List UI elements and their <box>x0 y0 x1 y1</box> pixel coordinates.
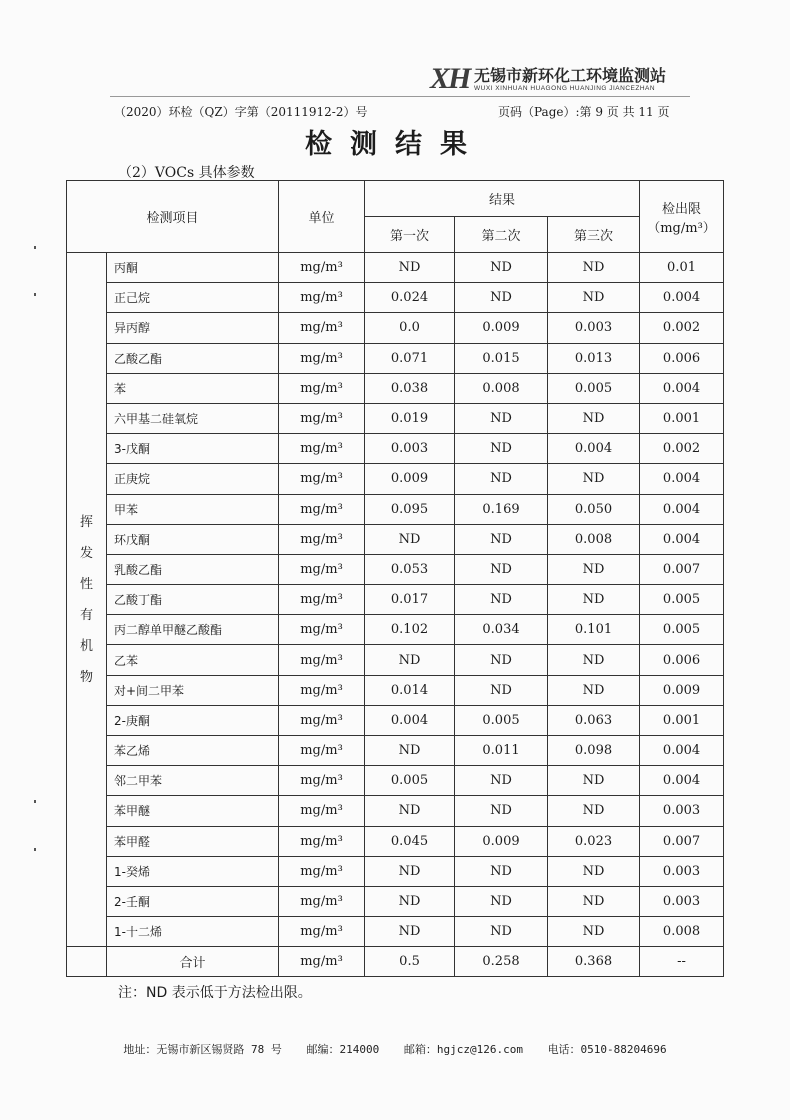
unit-cell: mg/m³ <box>279 283 365 313</box>
unit-cell: mg/m³ <box>279 917 365 947</box>
item-name: 苯甲醚 <box>107 796 279 826</box>
item-name: 乙苯 <box>107 645 279 675</box>
run-1-cell: 0.009 <box>365 464 455 494</box>
category-char: 性 <box>79 576 93 592</box>
limit-cell: 0.003 <box>640 796 724 826</box>
unit-cell: mg/m³ <box>279 253 365 283</box>
run-2-cell: 0.169 <box>455 494 548 524</box>
header-limit-label: 检出限 <box>662 201 702 217</box>
header-divider <box>110 96 690 97</box>
table-row <box>67 736 724 766</box>
run-1-cell: 0.005 <box>365 766 455 796</box>
limit-cell: 0.002 <box>640 313 724 343</box>
table-row <box>67 796 724 826</box>
run-1-cell: ND <box>365 796 455 826</box>
table-row <box>67 343 724 373</box>
item-name: 对+间二甲苯 <box>107 675 279 705</box>
run-3-cell: ND <box>548 886 640 916</box>
table-row <box>67 856 724 886</box>
document-number: （2020）环检（QZ）字第（20111912-2）号 <box>114 105 368 119</box>
unit-cell: mg/m³ <box>279 373 365 403</box>
unit-cell: mg/m³ <box>279 313 365 343</box>
category-char: 物 <box>79 669 93 685</box>
run-3-cell: 0.003 <box>548 313 640 343</box>
run-2-cell: 0.008 <box>455 373 548 403</box>
run-2-cell: 0.011 <box>455 736 548 766</box>
unit-cell: mg/m³ <box>279 736 365 766</box>
limit-cell: 0.004 <box>640 736 724 766</box>
unit-cell: mg/m³ <box>279 645 365 675</box>
run-3-cell: ND <box>548 283 640 313</box>
limit-cell: 0.008 <box>640 917 724 947</box>
run-2-cell: ND <box>455 434 548 464</box>
run-3-cell: ND <box>548 585 640 615</box>
run-1-cell: 0.014 <box>365 675 455 705</box>
limit-cell: 0.001 <box>640 403 724 433</box>
unit-cell: mg/m³ <box>279 615 365 645</box>
unit-cell: mg/m³ <box>279 856 365 886</box>
run-1-cell: 0.024 <box>365 283 455 313</box>
header-item: 检测项目 <box>67 181 279 253</box>
total-limit: -- <box>640 947 724 977</box>
run-3-cell: ND <box>548 675 640 705</box>
item-name: 2-庚酮 <box>107 705 279 735</box>
limit-cell: 0.006 <box>640 645 724 675</box>
limit-cell: 0.004 <box>640 373 724 403</box>
run-1-cell: ND <box>365 736 455 766</box>
table-row <box>67 917 724 947</box>
run-3-cell: 0.008 <box>548 524 640 554</box>
unit-cell: mg/m³ <box>279 554 365 584</box>
run-2-cell: ND <box>455 766 548 796</box>
run-2-cell: ND <box>455 886 548 916</box>
table-row <box>67 373 724 403</box>
run-1-cell: ND <box>365 645 455 675</box>
total-label: 合计 <box>107 947 279 977</box>
run-1-cell: 0.053 <box>365 554 455 584</box>
run-1-cell: 0.0 <box>365 313 455 343</box>
unit-cell: mg/m³ <box>279 705 365 735</box>
unit-cell: mg/m³ <box>279 826 365 856</box>
run-3-cell: ND <box>548 645 640 675</box>
run-2-cell: ND <box>455 253 548 283</box>
unit-cell: mg/m³ <box>279 464 365 494</box>
run-3-cell: ND <box>548 464 640 494</box>
footer-postcode: 邮编：214000 <box>306 1043 380 1056</box>
run-3-cell: 0.023 <box>548 826 640 856</box>
table-row <box>67 494 724 524</box>
item-name: 苯乙烯 <box>107 736 279 766</box>
run-3-cell: 0.004 <box>548 434 640 464</box>
run-2-cell: 0.005 <box>455 705 548 735</box>
scan-speck <box>34 293 36 296</box>
item-name: 异丙醇 <box>107 313 279 343</box>
item-name: 正己烷 <box>107 283 279 313</box>
run-2-cell: ND <box>455 585 548 615</box>
table-row <box>67 283 724 313</box>
scan-speck <box>34 246 36 249</box>
run-2-cell: 0.009 <box>455 826 548 856</box>
run-2-cell: ND <box>455 856 548 886</box>
limit-cell: 0.004 <box>640 766 724 796</box>
results-body <box>67 253 724 947</box>
total-run-2: 0.258 <box>455 947 548 977</box>
footer-phone: 电话：0510-88204696 <box>547 1043 667 1056</box>
limit-cell: 0.003 <box>640 886 724 916</box>
section-label: （2）VOCs 具体参数 <box>118 165 255 181</box>
item-name: 丙二醇单甲醚乙酸酯 <box>107 615 279 645</box>
unit-cell: mg/m³ <box>279 585 365 615</box>
run-2-cell: ND <box>455 554 548 584</box>
unit-cell: mg/m³ <box>279 403 365 433</box>
item-name: 苯甲醛 <box>107 826 279 856</box>
run-1-cell: ND <box>365 917 455 947</box>
limit-cell: 0.003 <box>640 856 724 886</box>
total-blank-cell <box>67 947 107 977</box>
scan-speck <box>34 848 36 851</box>
footer-address: 地址：无锡市新区锡贤路 78 号 <box>123 1043 282 1056</box>
header-run-2: 第二次 <box>455 217 548 253</box>
item-name: 邻二甲苯 <box>107 766 279 796</box>
table-row <box>67 313 724 343</box>
scan-speck <box>34 800 36 803</box>
run-3-cell: ND <box>548 403 640 433</box>
company-name-cn: 无锡市新环化工环境监测站 <box>474 66 667 85</box>
header-run-3: 第三次 <box>548 217 640 253</box>
run-1-cell: ND <box>365 524 455 554</box>
unit-cell: mg/m³ <box>279 434 365 464</box>
header-limit-unit: （mg/m³） <box>647 220 716 236</box>
limit-cell: 0.004 <box>640 524 724 554</box>
total-unit: mg/m³ <box>279 947 365 977</box>
table-row <box>67 464 724 494</box>
table-row <box>67 705 724 735</box>
run-3-cell: ND <box>548 253 640 283</box>
item-name: 甲苯 <box>107 494 279 524</box>
unit-cell: mg/m³ <box>279 886 365 916</box>
total-run-1: 0.5 <box>365 947 455 977</box>
limit-cell: 0.004 <box>640 494 724 524</box>
category-char: 发 <box>79 545 93 561</box>
table-row <box>67 766 724 796</box>
run-3-cell: ND <box>548 554 640 584</box>
run-1-cell: 0.102 <box>365 615 455 645</box>
item-name: 2-壬酮 <box>107 886 279 916</box>
limit-cell: 0.001 <box>640 705 724 735</box>
limit-cell: 0.007 <box>640 826 724 856</box>
footnote: 注：ND 表示低于方法检出限。 <box>118 985 312 1001</box>
run-3-cell: 0.098 <box>548 736 640 766</box>
header-unit: 单位 <box>279 181 365 253</box>
item-name: 六甲基二硅氧烷 <box>107 403 279 433</box>
item-name: 正庚烷 <box>107 464 279 494</box>
limit-cell: 0.004 <box>640 283 724 313</box>
table-row <box>67 585 724 615</box>
item-name: 苯 <box>107 373 279 403</box>
run-3-cell: ND <box>548 766 640 796</box>
table-row <box>67 434 724 464</box>
run-2-cell: 0.009 <box>455 313 548 343</box>
page-title: 检测结果 <box>305 129 485 160</box>
item-name: 乙酸乙酯 <box>107 343 279 373</box>
item-name: 1-十二烯 <box>107 917 279 947</box>
total-run-3: 0.368 <box>548 947 640 977</box>
footer-email: 邮箱：hgjcz@126.com <box>403 1043 523 1056</box>
unit-cell: mg/m³ <box>279 766 365 796</box>
limit-cell: 0.005 <box>640 585 724 615</box>
unit-cell: mg/m³ <box>279 524 365 554</box>
run-3-cell: ND <box>548 856 640 886</box>
table-row <box>67 675 724 705</box>
page-footer <box>0 1041 790 1057</box>
run-3-cell: 0.050 <box>548 494 640 524</box>
item-name: 乳酸乙酯 <box>107 554 279 584</box>
run-2-cell: 0.015 <box>455 343 548 373</box>
run-1-cell: ND <box>365 886 455 916</box>
header-run-1: 第一次 <box>365 217 455 253</box>
unit-cell: mg/m³ <box>279 675 365 705</box>
run-2-cell: ND <box>455 524 548 554</box>
run-3-cell: ND <box>548 796 640 826</box>
table-row <box>67 524 724 554</box>
run-1-cell: ND <box>365 856 455 886</box>
run-1-cell: 0.071 <box>365 343 455 373</box>
table-row <box>67 826 724 856</box>
run-1-cell: ND <box>365 253 455 283</box>
unit-cell: mg/m³ <box>279 494 365 524</box>
run-1-cell: 0.019 <box>365 403 455 433</box>
table-row <box>67 554 724 584</box>
run-3-cell: 0.013 <box>548 343 640 373</box>
limit-cell: 0.005 <box>640 615 724 645</box>
run-2-cell: ND <box>455 796 548 826</box>
company-name-en: WUXI XINHUAN HUAGONG HUANJING JIANCEZHAN <box>474 85 656 92</box>
item-name: 3-戊酮 <box>107 434 279 464</box>
total-row <box>67 947 724 977</box>
results-table <box>66 180 724 977</box>
run-1-cell: 0.095 <box>365 494 455 524</box>
unit-cell: mg/m³ <box>279 796 365 826</box>
header-result: 结果 <box>365 181 640 217</box>
table-row <box>67 253 724 283</box>
limit-cell: 0.007 <box>640 554 724 584</box>
category-char: 机 <box>79 638 93 654</box>
item-name: 乙酸丁酯 <box>107 585 279 615</box>
run-1-cell: 0.004 <box>365 705 455 735</box>
run-2-cell: 0.034 <box>455 615 548 645</box>
run-2-cell: ND <box>455 645 548 675</box>
table-row <box>67 403 724 433</box>
run-1-cell: 0.045 <box>365 826 455 856</box>
header-limit <box>640 181 724 253</box>
item-name: 1-癸烯 <box>107 856 279 886</box>
category-char: 有 <box>79 607 93 623</box>
category-char: 挥 <box>79 514 93 530</box>
limit-cell: 0.01 <box>640 253 724 283</box>
category-cell <box>67 253 107 947</box>
run-2-cell: ND <box>455 403 548 433</box>
run-2-cell: ND <box>455 917 548 947</box>
run-2-cell: ND <box>455 675 548 705</box>
run-3-cell: 0.063 <box>548 705 640 735</box>
item-name: 丙酮 <box>107 253 279 283</box>
table-row <box>67 645 724 675</box>
unit-cell: mg/m³ <box>279 343 365 373</box>
limit-cell: 0.002 <box>640 434 724 464</box>
page-number: 页码（Page）:第 9 页 共 11 页 <box>498 105 670 119</box>
run-3-cell: ND <box>548 917 640 947</box>
item-name: 环戊酮 <box>107 524 279 554</box>
run-3-cell: 0.005 <box>548 373 640 403</box>
limit-cell: 0.009 <box>640 675 724 705</box>
run-2-cell: ND <box>455 464 548 494</box>
run-1-cell: 0.003 <box>365 434 455 464</box>
limit-cell: 0.006 <box>640 343 724 373</box>
run-1-cell: 0.038 <box>365 373 455 403</box>
limit-cell: 0.004 <box>640 464 724 494</box>
run-3-cell: 0.101 <box>548 615 640 645</box>
logo-mark: XH <box>430 62 470 95</box>
table-row <box>67 886 724 916</box>
company-logo <box>430 62 690 96</box>
run-2-cell: ND <box>455 283 548 313</box>
run-1-cell: 0.017 <box>365 585 455 615</box>
table-row <box>67 615 724 645</box>
